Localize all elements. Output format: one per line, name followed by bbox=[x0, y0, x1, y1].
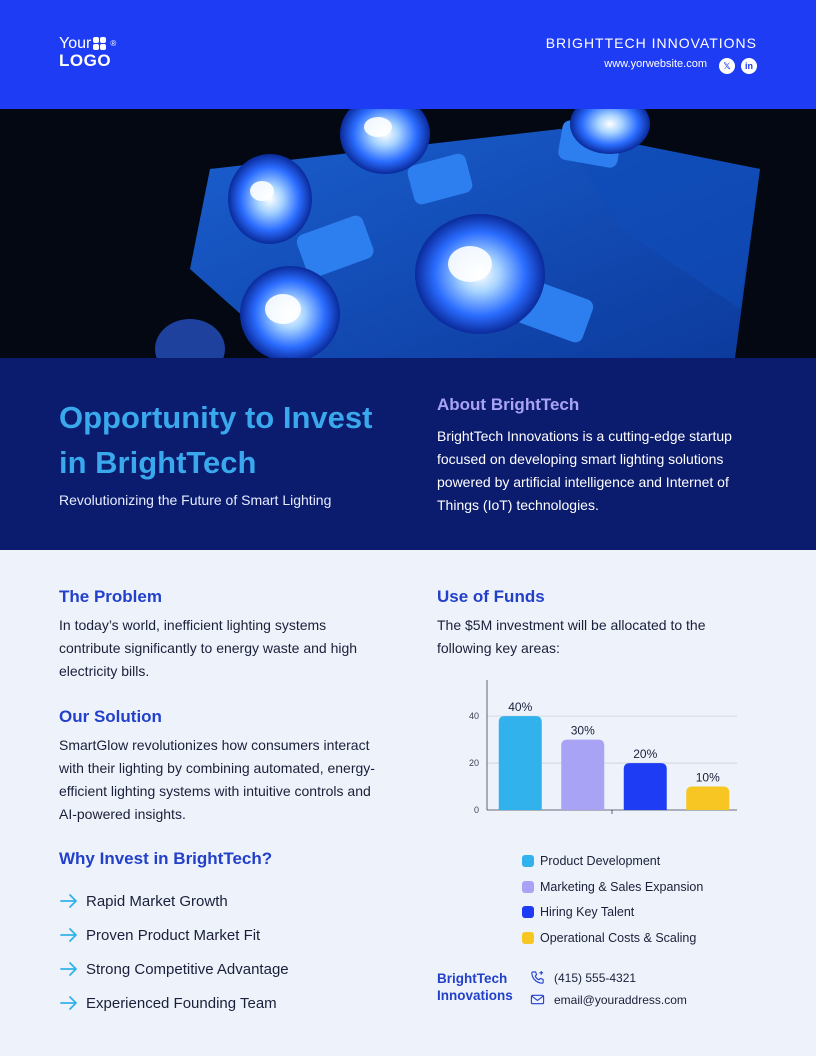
email-address: email@youraddress.com bbox=[554, 992, 687, 1007]
arrow-right-icon bbox=[59, 925, 79, 945]
legend-item bbox=[522, 848, 703, 874]
bar-data-label: 40% bbox=[508, 700, 533, 715]
legend-item bbox=[522, 874, 703, 900]
legend-item bbox=[522, 899, 703, 925]
bar bbox=[624, 763, 667, 810]
problem-text: In today’s world, inefficient lighting systems contribute significantly to energy waste and high electricity bills. bbox=[59, 617, 358, 679]
intro-band bbox=[0, 358, 816, 550]
bar bbox=[561, 740, 604, 810]
why-item-label: Rapid Market Growth bbox=[86, 892, 228, 910]
funds-heading: Use of Funds bbox=[437, 587, 545, 606]
why-heading: Why Invest in BrightTech? bbox=[59, 849, 273, 868]
legend-label: Product Development bbox=[540, 853, 661, 868]
website-link[interactable]: www.yorwebsite.com bbox=[604, 58, 707, 70]
funds-text: The $5M investment will be allocated to the following key areas: bbox=[437, 617, 706, 656]
registered-mark: ® bbox=[110, 39, 117, 48]
mail-icon bbox=[530, 992, 545, 1007]
y-tick-label: 20 bbox=[468, 758, 479, 769]
funds-bar-chart bbox=[437, 680, 747, 820]
y-tick-label: 40 bbox=[468, 711, 479, 722]
bar-data-label: 10% bbox=[695, 770, 720, 785]
solution-text: SmartGlow revolutionizes how consumers interact with their lighting by combining automated, energy-efficient lighting systems with intuitive controls and AI-powered insights. bbox=[59, 737, 375, 822]
legend-swatch bbox=[522, 881, 534, 893]
bar bbox=[499, 716, 542, 810]
bar bbox=[686, 787, 729, 810]
phone-contact[interactable] bbox=[530, 970, 636, 985]
about-heading: About BrightTech bbox=[437, 395, 580, 414]
header-bar bbox=[0, 0, 816, 109]
legend-label: Hiring Key Talent bbox=[540, 905, 635, 920]
about-text: BrightTech Innovations is a cutting-edge startup focused on developing smart lighting solutions powered by artificial intelligence and Internet of Things (IoT) technologies. bbox=[437, 428, 732, 513]
chart-legend bbox=[522, 848, 703, 951]
legend-label: Marketing & Sales Expansion bbox=[540, 879, 704, 894]
arrow-right-icon bbox=[59, 993, 79, 1013]
why-item-label: Strong Competitive Advantage bbox=[86, 960, 289, 978]
list-item bbox=[59, 884, 289, 918]
legend-label: Operational Costs & Scaling bbox=[540, 930, 697, 945]
company-logo[interactable] bbox=[59, 36, 116, 69]
linkedin-social-icon[interactable]: in bbox=[741, 58, 757, 74]
legend-item bbox=[522, 925, 703, 951]
arrow-right-icon bbox=[59, 891, 79, 911]
why-list bbox=[59, 884, 289, 1020]
legend-swatch bbox=[522, 906, 534, 918]
why-item-label: Proven Product Market Fit bbox=[86, 926, 261, 944]
page-title: Opportunity to Invest in BrightTech bbox=[59, 400, 373, 480]
email-contact[interactable] bbox=[530, 992, 687, 1007]
legend-swatch bbox=[522, 932, 534, 944]
footer-company-name: BrightTech Innovations bbox=[437, 971, 513, 1003]
company-name: BRIGHTTECH INNOVATIONS bbox=[545, 35, 757, 51]
logo-text-bottom: LOGO bbox=[59, 51, 112, 70]
phone-number: (415) 555-4321 bbox=[554, 970, 637, 985]
phone-icon bbox=[530, 970, 545, 985]
solution-heading: Our Solution bbox=[59, 707, 162, 726]
x-social-icon[interactable]: 𝕏 bbox=[719, 58, 735, 74]
y-tick-label: 0 bbox=[473, 805, 479, 815]
bar-data-label: 20% bbox=[633, 747, 658, 762]
bar-data-label: 30% bbox=[570, 723, 595, 738]
page-subtitle: Revolutionizing the Future of Smart Lighting bbox=[59, 492, 332, 508]
hero-image bbox=[0, 109, 816, 358]
list-item bbox=[59, 952, 289, 986]
logo-mark-icon bbox=[93, 37, 107, 51]
legend-swatch bbox=[522, 855, 534, 867]
why-item-label: Experienced Founding Team bbox=[86, 994, 277, 1012]
logo-text-top: Your bbox=[59, 35, 92, 52]
list-item bbox=[59, 918, 289, 952]
list-item bbox=[59, 986, 289, 1020]
arrow-right-icon bbox=[59, 959, 79, 979]
problem-heading: The Problem bbox=[59, 587, 162, 606]
